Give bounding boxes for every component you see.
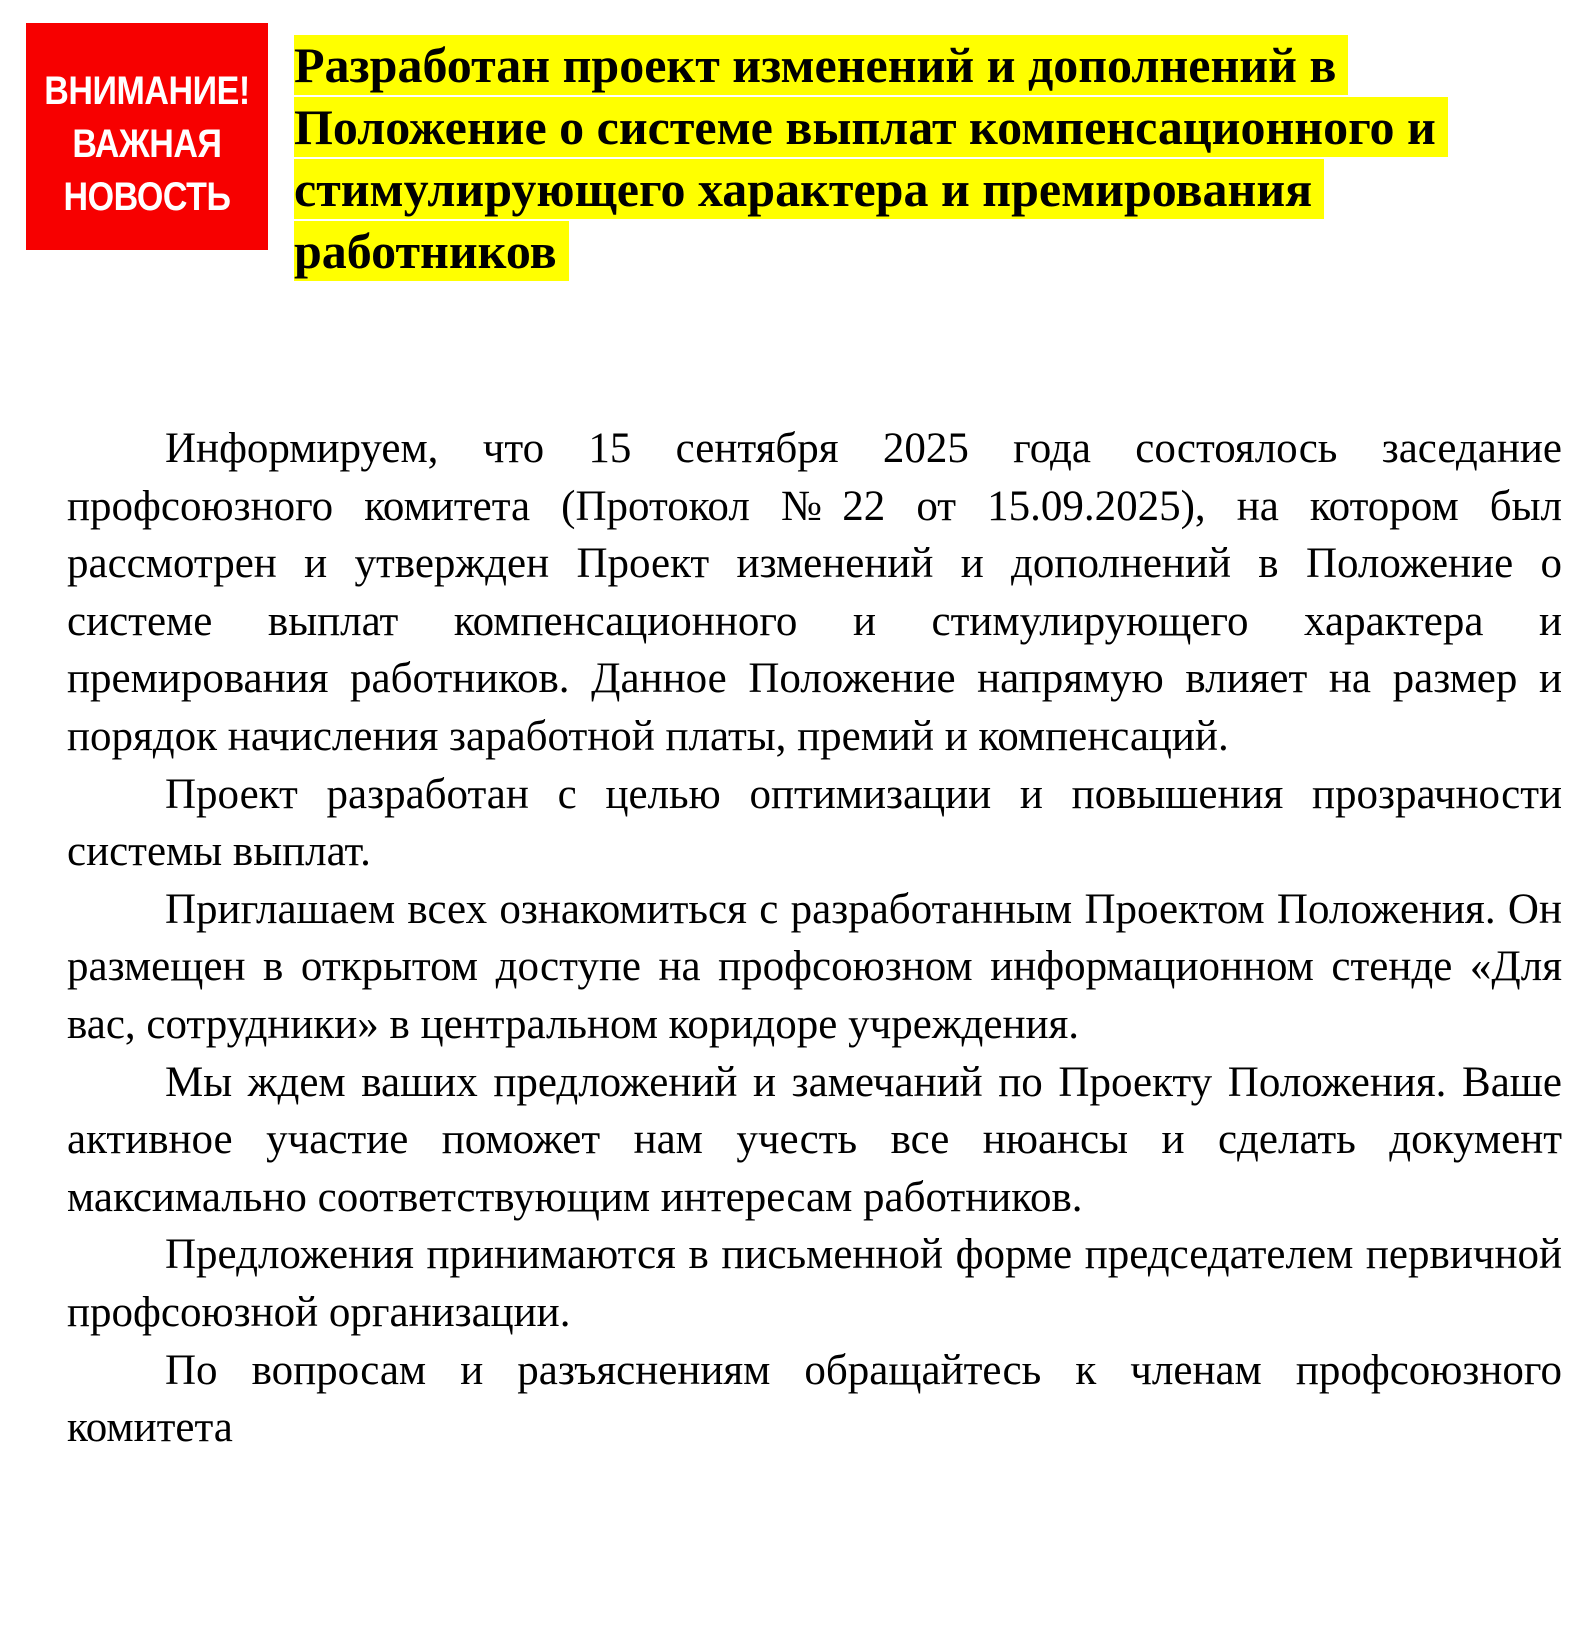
paragraph-invitation: Приглашаем всех ознакомиться с разработанным Проектом Положения. Он размещен в открытом доступе на профсоюзном информационном стенде «Для вас, сотрудники» в центральном коридоре учреждения. — [67, 885, 1562, 1048]
badge-line-news: НОВОСТЬ — [63, 175, 231, 219]
page-title-highlight: Разработан проект изменений и дополнений в Положение о системе выплат компенсационного и стимулирующего характера и премирования работников — [294, 35, 1448, 281]
badge-line-important: ВАЖНАЯ — [72, 122, 222, 166]
paragraph-contacts: По вопросам и разъяснениям обращайтесь к членам профсоюзного комитета — [67, 1346, 1562, 1452]
important-news-badge — [26, 23, 268, 250]
paragraph-intro: Информируем, что 15 сентября 2025 года состоялось заседание профсоюзного комитета (Протокол №22 от 15.09.2025), на котором был рассмотрен и утвержден Проект изменений и дополнений в Положение о системе выплат компенсационного и стимулирующего характера и премирования работников. Данное Положение напрямую влияет на размер и порядок начисления заработной платы, премий и компенсаций. — [67, 425, 1562, 760]
page-title — [294, 34, 1564, 282]
paragraph-submission: Предложения принимаются в письменной форме председателем первичной профсоюзной организации. — [67, 1231, 1562, 1336]
paragraph-purpose: Проект разработан с целью оптимизации и повышения прозрачности системы выплат. — [67, 770, 1562, 876]
article-body — [67, 420, 1562, 1457]
paragraph-feedback: Мы ждем ваших предложений и замечаний по Проекту Положения. Ваше активное участие поможет нам учесть все нюансы и сделать документ максимально соответствующим интересам работников. — [67, 1058, 1562, 1221]
badge-line-attention: ВНИМАНИЕ! — [44, 69, 250, 113]
